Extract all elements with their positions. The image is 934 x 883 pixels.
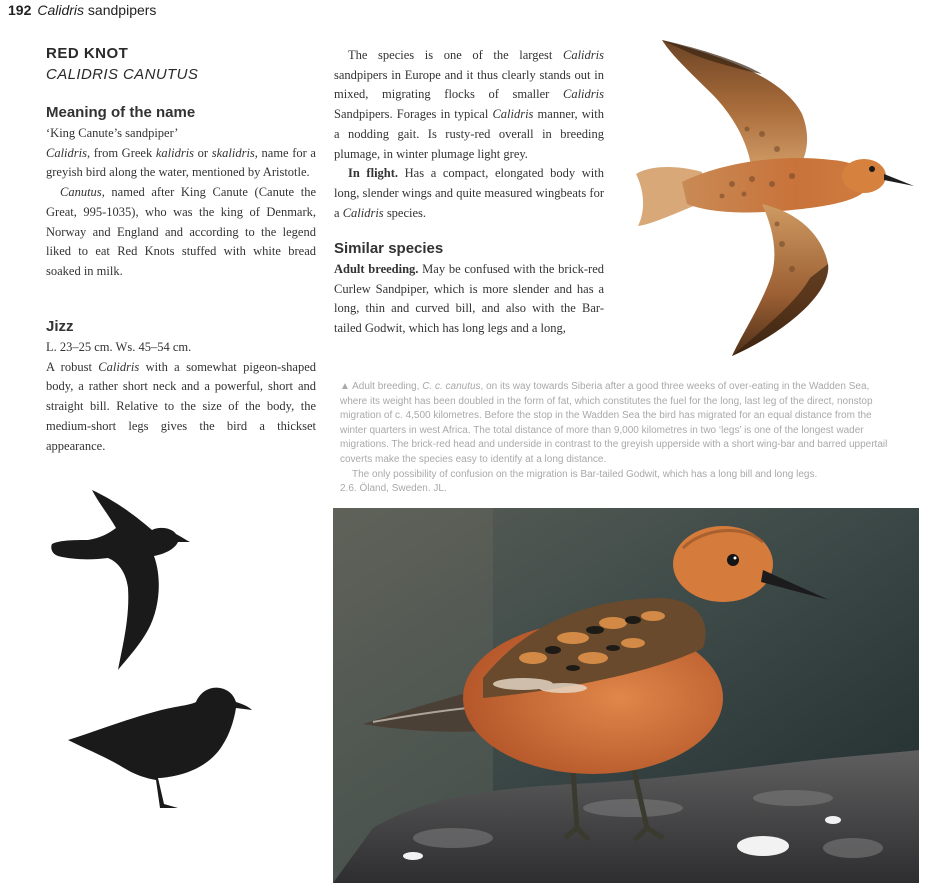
species-scientific-name: CALIDRIS CANUTUS (46, 66, 199, 83)
running-title: Calidris sandpipers (37, 2, 157, 18)
similar-species-heading: Similar species (334, 240, 444, 257)
similar-species-text (334, 260, 604, 339)
red-knot-photograph (333, 508, 919, 883)
jizz-heading: Jizz (46, 318, 74, 335)
caption-paragraph-2: The only possibility of confusion on the migration is Bar-tailed Godwit, which has a long bill and long legs. (352, 468, 818, 480)
photo-caption (340, 380, 892, 497)
meaning-quote: ‘King Canute’s sandpiper’ (46, 126, 179, 140)
jizz-text (46, 338, 316, 456)
jizz-paragraph: A robust Calidris with a somewhat pigeon-shaped body, a rather short neck and a powerful, short and straight bill. Relative to the size of the body, the medium-short legs gives the bird a thickset appearance. (46, 359, 316, 453)
description-text (334, 46, 604, 223)
meaning-heading: Meaning of the name (46, 104, 196, 121)
caption-credit: 2.6. Öland, Sweden. JL. (340, 483, 447, 495)
in-flight-paragraph: In flight. Has a compact, elongated body with long, slender wings and quite measured wingbeats for a Calidris species. (334, 166, 604, 220)
red-knot-flight-illustration (632, 34, 922, 360)
caption-paragraph-1: ▲ Adult breeding, C. c. canutus, on its way towards Siberia after a good three weeks of over-eating in the Wadden Sea, where its weight has been doubled in the form of fat, which constitutes the fuel for the long, last leg of the direct, nonstop migration of c. 4,500 kilometres. Before the stop in the Wadden Sea the bird has migrated for an equal distance from the winter quarters in west Africa. The total distance of more than 9,000 kilometres in two ‘legs’ is one of the longest wader migrations. The brick-red head and underside in contrast to the greyish upperside with a short wing-bar and barred uppertail coverts make the species easy to identify at a long distance. (340, 381, 888, 465)
meaning-text (46, 124, 316, 282)
flight-silhouette (48, 488, 198, 672)
similar-species-paragraph: Adult breeding. May be confused with the brick-red Curlew Sandpiper, which is more slender and has a long, thin and curved bill, and also with the Bar-tailed Godwit, which has long legs and a long, (334, 262, 604, 336)
page-number: 192 (8, 2, 32, 18)
species-common-name: RED KNOT (46, 45, 129, 62)
photo-illustration (333, 508, 919, 883)
standing-silhouette (64, 684, 254, 814)
description-paragraph: The species is one of the largest Calidris sandpipers in Europe and it thus clearly stands out in mixed, migrating flocks of smaller Calidris Sandpipers. Forages in typical Calidris manner, with a nodding gait. Is rusty-red overall in breeding plumage, in winter plumage light grey. (334, 48, 604, 161)
running-header (8, 2, 156, 20)
meaning-paragraph-1: Calidris, from Greek kalidris or skalidris, name for a greyish bird along the water, mentioned by Aristotle. (46, 145, 316, 180)
jizz-measurements: L. 23–25 cm. Ws. 45–54 cm. (46, 340, 192, 354)
meaning-paragraph-2: Canutus, named after King Canute (Canute the Great, 995-1035), who was the king of Denmark, Norway and England and according to the legend liked to eat Red Knots stuffed with white bread soaked in milk. (46, 185, 316, 278)
